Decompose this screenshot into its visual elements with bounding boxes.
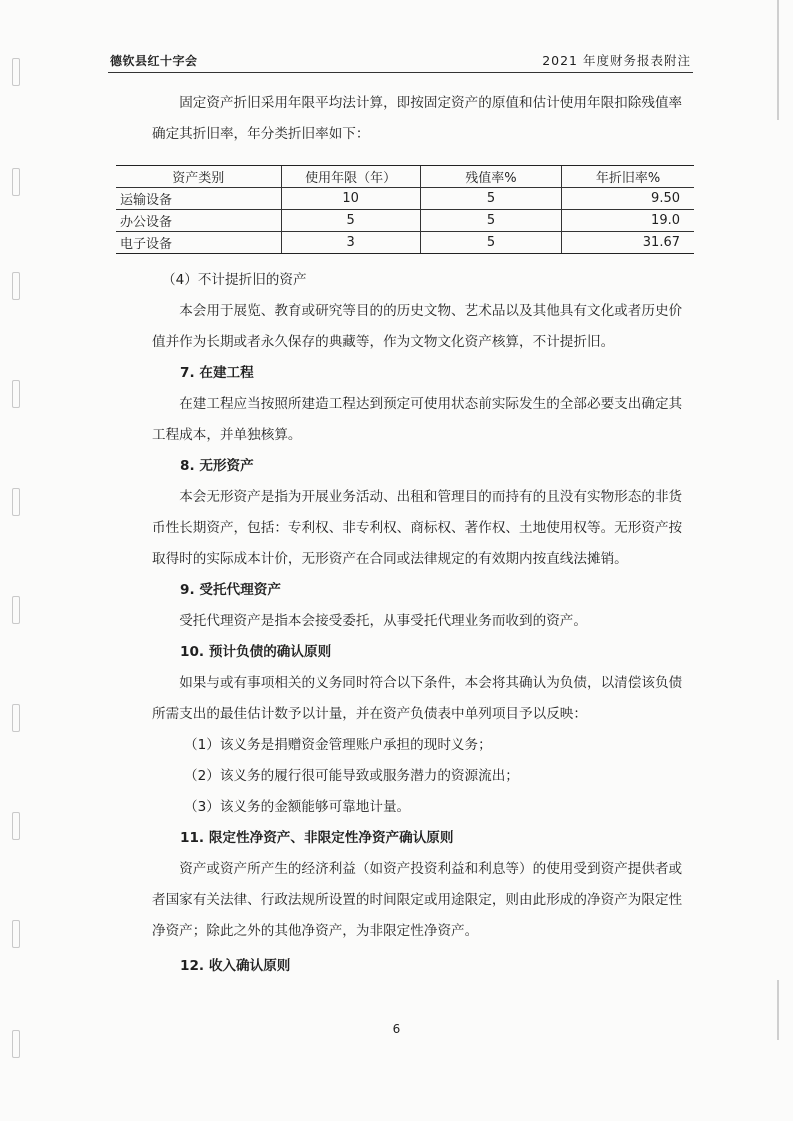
depreciation-rate-table xyxy=(116,165,694,254)
intro-line: 确定其折旧率，年分类折旧率如下： xyxy=(152,126,370,142)
binding-hole xyxy=(12,920,20,948)
column-header: 残值率% xyxy=(420,166,561,188)
section-heading-net-assets: 11. 限定性净资产、非限定性净资产确认原则 xyxy=(180,830,454,846)
section-body: 本会用于展览、教育或研究等目的的历史文物、艺术品以及其他具有文化或者历史价值并作为长期或者永久保存的典藏等，作为文物文化资产核算，不计提折旧。 xyxy=(152,303,683,350)
section-body: 受托代理资产是指本会接受委托，从事受托代理业务而收到的资产。 xyxy=(179,613,587,629)
binding-hole xyxy=(12,380,20,408)
binding-hole xyxy=(12,596,20,624)
table-cell: 办公设备 xyxy=(116,210,281,232)
binding-hole xyxy=(12,704,20,732)
column-header: 资产类别 xyxy=(116,166,281,188)
binding-hole xyxy=(12,272,20,300)
table-cell: 5 xyxy=(420,232,561,254)
table-cell: 10 xyxy=(281,188,420,210)
table-cell: 19.0 xyxy=(562,210,694,232)
table-cell: 电子设备 xyxy=(116,232,281,254)
list-item: （1）该义务是捐赠资金管理账户承担的现时义务； xyxy=(184,737,492,753)
section-body: 在建工程应当按照所建造工程达到预定可使用状态前实际发生的全部必要支出确定其工程成本，并单独核算。 xyxy=(152,396,683,443)
binding-hole xyxy=(12,488,20,516)
table-cell: 运输设备 xyxy=(116,188,281,210)
table-row xyxy=(116,188,694,210)
page-header xyxy=(108,50,693,73)
table-row xyxy=(116,232,694,254)
table-cell: 5 xyxy=(420,210,561,232)
intro-text xyxy=(152,88,692,150)
table-cell: 5 xyxy=(281,210,420,232)
body-content xyxy=(152,265,692,982)
table-header-row xyxy=(116,166,694,188)
column-header: 使用年限（年） xyxy=(281,166,420,188)
table-row xyxy=(116,210,694,232)
binding-hole xyxy=(12,812,20,840)
list-item: （3）该义务的金额能够可靠地计量。 xyxy=(184,799,411,815)
section-body: 资产或资产所产生的经济利益（如资产投资利益和利息等）的使用受到资产提供者或者国家有关法律、行政法规所设置的时间限定或用途限定，则由此形成的净资产为限定性净资产；除此之外的其他净资产，为非限定性净资产。 xyxy=(152,861,683,939)
section-heading-intangible: 8. 无形资产 xyxy=(180,458,254,474)
binding-hole xyxy=(12,58,20,86)
section-heading-revenue: 12. 收入确认原则 xyxy=(180,958,291,974)
section-body: 如果与或有事项相关的义务同时符合以下条件，本会将其确认为负债，以清偿该负债所需支出的最佳估计数予以计量，并在资产负债表中单列项目予以反映： xyxy=(152,675,683,722)
list-item: （2）该义务的履行很可能导致或服务潜力的资源流出； xyxy=(184,768,519,784)
document-title: 2021 年度财务报表附注 xyxy=(542,53,691,68)
section-body: 本会无形资产是指为开展业务活动、出租和管理目的而持有的且没有实物形态的非货币性长期资产，包括：专利权、非专利权、商标权、著作权、土地使用权等。无形资产按取得时的实际成本计价，无形资产在合同或法律规定的有效期内按直线法摊销。 xyxy=(152,489,683,567)
org-name: 德钦县红十字会 xyxy=(110,54,198,68)
table-cell: 5 xyxy=(420,188,561,210)
table-cell: 9.50 xyxy=(562,188,694,210)
binding-hole xyxy=(12,168,20,196)
table-cell: 31.67 xyxy=(562,232,694,254)
scan-edge xyxy=(777,0,779,120)
section-heading-construction: 7. 在建工程 xyxy=(180,365,254,381)
page-number: 6 xyxy=(392,1022,401,1036)
section-heading-liabilities: 10. 预计负债的确认原则 xyxy=(180,644,332,660)
table-cell: 3 xyxy=(281,232,420,254)
column-header: 年折旧率% xyxy=(562,166,694,188)
section-heading-entrusted: 9. 受托代理资产 xyxy=(180,582,281,598)
intro-line: 固定资产折旧采用年限平均法计算，即按固定资产的原值和估计使用年限扣除残值率 xyxy=(179,95,683,111)
section-title-non-depreciable: （4）不计提折旧的资产 xyxy=(162,272,307,288)
